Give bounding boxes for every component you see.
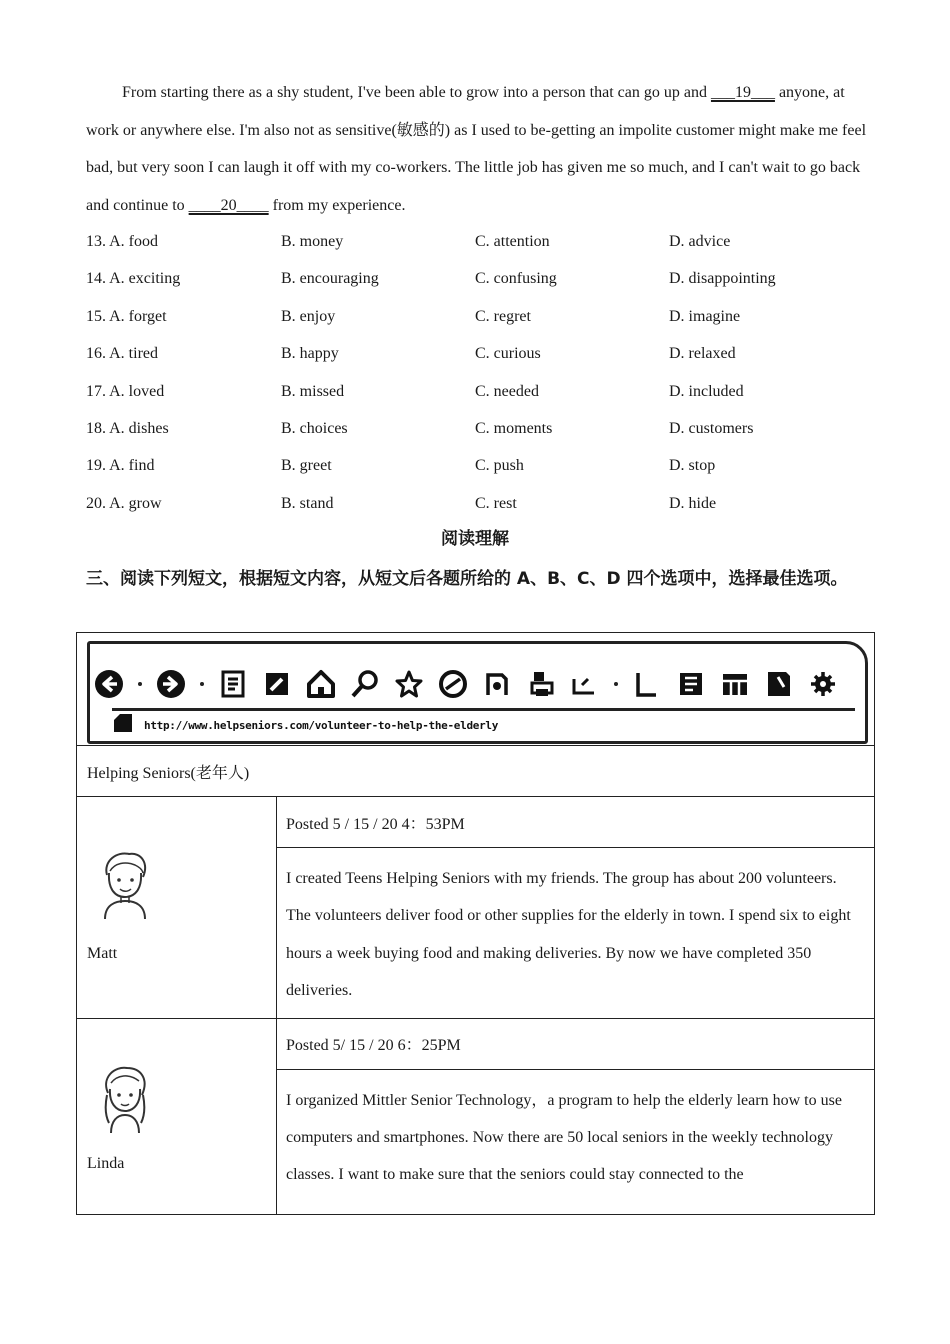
option-c: C. confusing xyxy=(475,270,557,288)
tools-icon[interactable] xyxy=(808,669,838,699)
option-b: B. missed xyxy=(281,382,345,400)
question-row xyxy=(86,298,886,335)
blank-19: ___19___ xyxy=(710,84,775,101)
print-icon[interactable] xyxy=(526,669,556,699)
question-row xyxy=(86,447,886,484)
mail-icon[interactable] xyxy=(570,669,600,699)
home-icon[interactable] xyxy=(306,669,336,699)
option-d: D. hide xyxy=(669,494,717,512)
option-d: D. advice xyxy=(669,233,731,250)
question-row xyxy=(86,373,886,410)
page-favicon-icon xyxy=(112,712,134,739)
option-a: 18. A. dishes xyxy=(86,419,169,437)
avatar xyxy=(95,1063,155,1140)
option-b: B. encouraging xyxy=(281,270,379,288)
separator-dot xyxy=(138,682,142,686)
option-c: C. needed xyxy=(475,382,539,400)
address-bar[interactable] xyxy=(112,708,855,739)
window-icon[interactable] xyxy=(632,669,662,699)
option-d: D. disappointing xyxy=(669,270,776,288)
option-a: 20. A. grow xyxy=(86,494,162,512)
notes-icon[interactable] xyxy=(764,669,794,699)
option-d: D. included xyxy=(669,382,744,400)
option-b: B. happy xyxy=(281,345,339,363)
option-a: 13. A. food xyxy=(86,233,158,250)
passage-text-2: anyone, at work or anywhere else. I'm also not as sensitive(敏感的) as I used to be-getting an impolite customer might make me feel bad, but very soon I can laugh it off with my co-workers. The little job has given me so much, and I can't wait to go back and continue to xyxy=(86,84,867,214)
forward-icon[interactable] xyxy=(156,669,186,699)
history-icon[interactable] xyxy=(438,669,468,699)
option-a: 17. A. loved xyxy=(86,382,165,400)
webpage-table xyxy=(76,632,875,1215)
question-row xyxy=(86,485,886,522)
option-c: C. attention xyxy=(475,233,550,250)
question-row xyxy=(86,335,886,372)
blank-20: ____20____ xyxy=(188,196,269,214)
browser-toolbar xyxy=(87,641,868,744)
option-d: D. stop xyxy=(669,457,716,475)
back-icon[interactable] xyxy=(94,669,124,699)
star-icon[interactable] xyxy=(394,669,424,699)
user-cell-linda xyxy=(77,1018,277,1214)
post-timestamp: Posted 5/ 15 / 20 6：25PM xyxy=(277,1018,875,1069)
option-a: 15. A. forget xyxy=(86,307,167,325)
passage-paragraph xyxy=(86,74,866,224)
passage-text-3: from my experience. xyxy=(268,196,406,214)
question-row xyxy=(86,223,886,260)
option-c: C. push xyxy=(475,457,524,475)
avatar xyxy=(95,849,155,926)
option-c: C. regret xyxy=(475,307,531,325)
separator-dot xyxy=(200,682,204,686)
question-row xyxy=(86,410,886,447)
option-a: 19. A. find xyxy=(86,457,155,475)
browser-screenshot-cell xyxy=(77,633,875,746)
option-b: B. money xyxy=(281,233,344,250)
toolbar-icons xyxy=(94,666,852,702)
option-a: 14. A. exciting xyxy=(86,270,181,288)
calendar-icon[interactable] xyxy=(720,669,750,699)
option-b: B. enjoy xyxy=(281,307,336,325)
option-d: D. relaxed xyxy=(669,345,736,363)
url-text: http://www.helpseniors.com/volunteer-to-help-the-elderly xyxy=(144,718,499,732)
option-b: B. stand xyxy=(281,494,334,512)
option-c: C. curious xyxy=(475,345,541,363)
section-title: 阅读理解 xyxy=(441,529,509,549)
passage-text-1: From starting there as a shy student, I've been able to grow into a person that can go up and xyxy=(122,84,711,101)
option-d: D. customers xyxy=(669,419,754,437)
option-b: B. greet xyxy=(281,457,332,475)
option-c: C. rest xyxy=(475,494,517,512)
webpage-heading: Helping Seniors(老年人) xyxy=(77,746,875,797)
separator-dot xyxy=(614,682,618,686)
user-name: Linda xyxy=(87,1154,125,1172)
option-d: D. imagine xyxy=(669,307,741,325)
share-icon[interactable] xyxy=(482,669,512,699)
post-timestamp: Posted 5 / 15 / 20 4：53PM xyxy=(277,797,875,848)
edit-icon[interactable] xyxy=(262,669,292,699)
search-icon[interactable] xyxy=(350,669,380,699)
options-list xyxy=(86,223,886,522)
option-a: 16. A. tired xyxy=(86,345,158,363)
post-body: I created Teens Helping Seniors with my friends. The group has about 200 volunteers. The volunteers deliver food or other supplies for the elderly in town. I spend six to eight hours a week buying food and making deliveries. By now we have completed 350 deliveries. xyxy=(277,848,875,1019)
bookmark-icon[interactable] xyxy=(676,669,706,699)
post-body: I organized Mittler Senior Technology，a program to help the elderly learn how to use computers and smartphones. Now there are 50 local seniors in the weekly technology classes. I want to make sure that the seniors could stay connected to the xyxy=(277,1069,875,1214)
page-icon[interactable] xyxy=(218,669,248,699)
option-c: C. moments xyxy=(475,419,553,437)
section-instruction: 三、阅读下列短文，根据短文内容，从短文后各题所给的 A、B、C、D 四个选项中，选择最佳选项。 xyxy=(86,569,848,589)
user-cell-matt xyxy=(77,797,277,1019)
option-b: B. choices xyxy=(281,419,348,437)
user-name: Matt xyxy=(87,945,118,962)
question-row xyxy=(86,260,886,297)
